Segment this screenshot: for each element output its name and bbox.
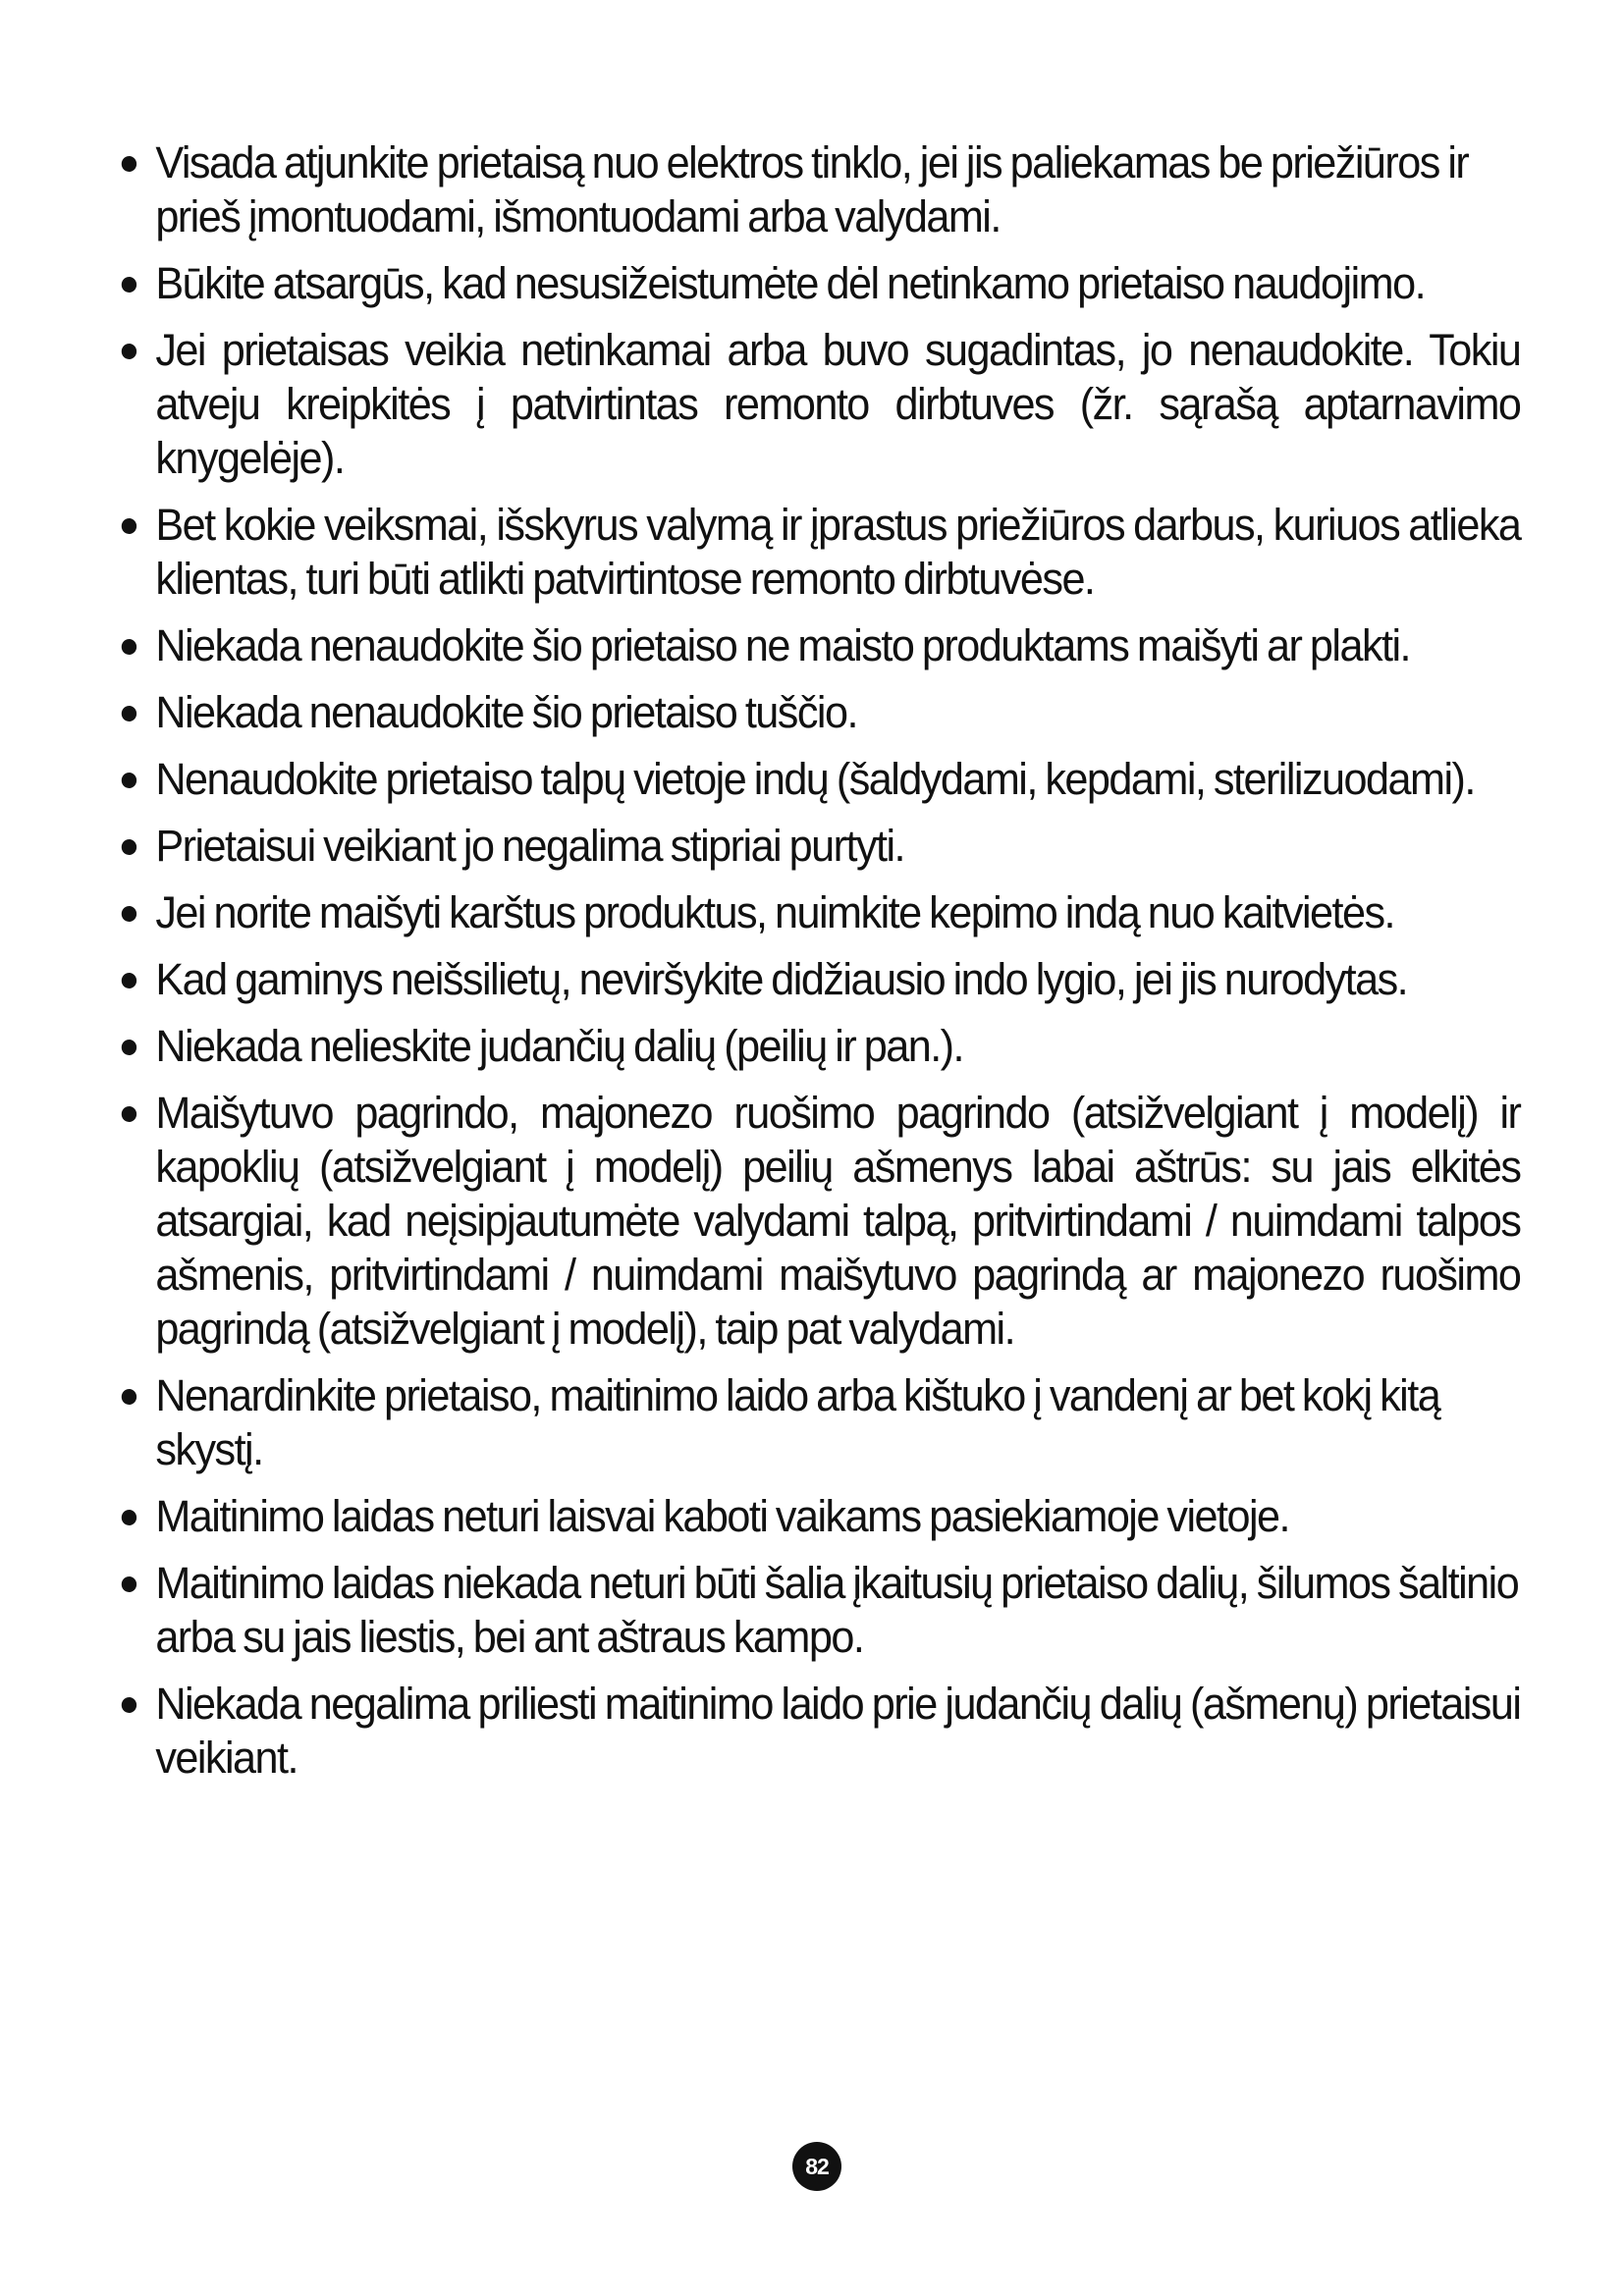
- safety-instructions-list: [116, 135, 1579, 1785]
- list-item: [116, 819, 1520, 873]
- list-item-text: Maišytuvo pagrindo, majonezo ruošimo pagrindo (atsižvelgiant į modelį) ir kapoklių (atsižvelgiant į modelį) peilių ašmenys labai aštrūs: su jais elkitės atsargiai, kad neįsipjautumėte valydami talpą, pritvirtindami / nuimdami talpos ašmenis, pritvirtindami / nuimdami maišytuvo pagrindą ar majonezo ruošimo pagrindą (atsižvelgiant į modelį), taip pat valydami.: [155, 1088, 1521, 1354]
- bullet-icon: [122, 1697, 136, 1713]
- list-item-text: Maitinimo laidas niekada neturi būti šalia įkaitusių prietaiso dalių, šilumos šaltinio arba su jais liestis, bei ant aštraus kampo.: [155, 1558, 1519, 1662]
- bullet-icon: [122, 773, 136, 788]
- bullet-icon: [122, 1510, 136, 1525]
- list-item-text: Niekada nelieskite judančių dalių (peilių ir pan.).: [155, 1021, 963, 1071]
- bullet-icon: [122, 1106, 136, 1122]
- list-item: [116, 685, 1520, 739]
- document-page: [116, 135, 1579, 1797]
- list-item: [116, 1556, 1520, 1664]
- bullet-icon: [122, 277, 136, 293]
- list-item: [116, 752, 1520, 806]
- list-item: [116, 323, 1520, 485]
- list-item: [116, 1489, 1520, 1543]
- bullet-icon: [122, 906, 136, 922]
- bullet-icon: [122, 518, 136, 534]
- bullet-icon: [122, 839, 136, 855]
- list-item-text: Nenaudokite prietaiso talpų vietoje indų (šaldydami, kepdami, sterilizuodami).: [155, 754, 1475, 804]
- bullet-icon: [122, 1576, 136, 1592]
- list-item-text: Niekada nenaudokite šio prietaiso ne maisto produktams maišyti ar plakti.: [155, 620, 1411, 670]
- list-item: [116, 618, 1520, 672]
- list-item: [116, 1677, 1520, 1785]
- list-item-text: Būkite atsargūs, kad nesusižeistumėte dėl netinkamo prietaiso naudojimo.: [155, 258, 1426, 308]
- list-item-text: Maitinimo laidas neturi laisvai kaboti vaikams pasiekiamoje vietoje.: [155, 1491, 1290, 1541]
- list-item: [116, 1368, 1520, 1476]
- list-item-text: Niekada negalima priliesti maitinimo laido prie judančių dalių (ašmenų) prietaisui veikiant.: [155, 1679, 1521, 1783]
- list-item: [116, 952, 1520, 1006]
- bullet-icon: [122, 156, 136, 172]
- list-item-text: Bet kokie veiksmai, išskyrus valymą ir įprastus priežiūros darbus, kuriuos atlieka klientas, turi būti atlikti patvirtintose remonto dirbtuvėse.: [155, 500, 1521, 604]
- list-item-text: Jei prietaisas veikia netinkamai arba buvo sugadintas, jo nenaudokite. Tokiu atveju kreipkitės į patvirtintas remonto dirbtuves (žr. sąrašą aptarnavimo knygelėje).: [155, 325, 1521, 483]
- list-item-text: Prietaisui veikiant jo negalima stipriai purtyti.: [155, 821, 905, 871]
- list-item-text: Nenardinkite prietaiso, maitinimo laido arba kištuko į vandenį ar bet kokį kitą skystį.: [155, 1370, 1440, 1474]
- list-item-text: Jei norite maišyti karštus produktus, nuimkite kepimo indą nuo kaitvietės.: [155, 887, 1395, 937]
- list-item-text: Kad gaminys neišsilietų, neviršykite didžiausio indo lygio, jei jis nurodytas.: [155, 954, 1408, 1004]
- bullet-icon: [122, 1040, 136, 1055]
- bullet-icon: [122, 973, 136, 988]
- bullet-icon: [122, 639, 136, 655]
- list-item: [116, 256, 1520, 310]
- list-item-text: Visada atjunkite prietaisą nuo elektros tinklo, jei jis paliekamas be priežiūros ir prieš įmontuodami, išmontuodami arba valydami.: [155, 137, 1469, 241]
- bullet-icon: [122, 1389, 136, 1405]
- bullet-icon: [122, 344, 136, 359]
- list-item: [116, 1019, 1520, 1073]
- list-item: [116, 135, 1520, 243]
- list-item-text: Niekada nenaudokite šio prietaiso tuščio.: [155, 687, 857, 737]
- list-item: [116, 498, 1520, 606]
- list-item: [116, 885, 1520, 939]
- list-item: [116, 1086, 1520, 1356]
- bullet-icon: [122, 706, 136, 721]
- page-number-badge: 82: [792, 2142, 841, 2191]
